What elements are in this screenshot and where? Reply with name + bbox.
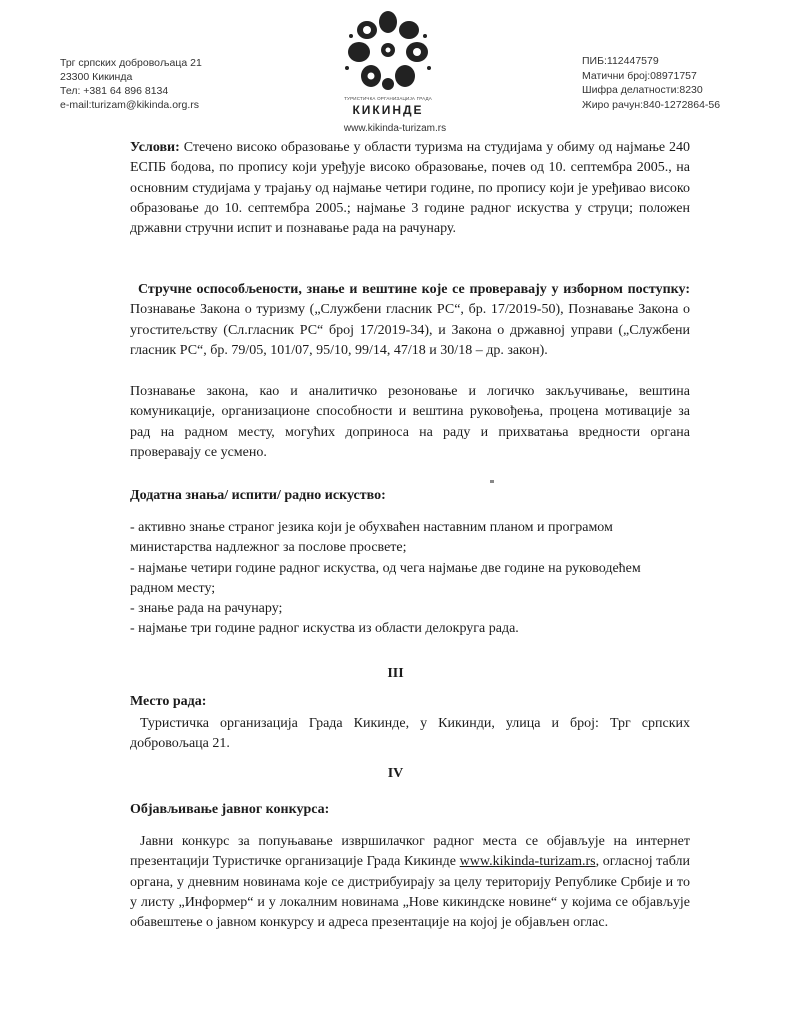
workplace-heading: Место рада: [130, 694, 207, 709]
competencies-label: Стручне оспособљености, знање и вештине које се проверавају у изборном поступку: [138, 282, 690, 297]
address-email: e-mail:turizam@kikinda.org.rs [60, 99, 200, 111]
publication-text-start: Јавни конкурс за попуњавање извршилачког радног места се објављује на интернет презентацији Туристичке организације Града Кикинде [130, 834, 690, 870]
list-item: - најмање три године радног искуства из области делокруга рада. [130, 621, 519, 637]
section-numeral-iv: IV [387, 766, 404, 781]
address-street: Трг српских добровољаца 21 [60, 57, 202, 69]
website-link[interactable]: www.kikinda-turizam.rs [459, 854, 596, 870]
conditions-text: Стечено високо образовање у области туризма на студијама у обиму од најмање 240 ЕСПБ бодова, по пропису који уређује високо образовање, почев од 10. септембра 2005., на основним студијама у трајању од најмање четири године, по пропису који је уређивао високо образовање до 10. септембра 2005.; најмање 3 године радног искуства у струци; положен државни стручни испит и познавање рада на рачунару. [130, 140, 690, 237]
list-item: - активно знање страног језика који је обухваћен наставним планом и програмом [130, 520, 613, 535]
additional-heading: Додатна знања/ испити/ радно искуство: [130, 488, 386, 503]
activity-code: Шифра делатности:8230 [582, 84, 703, 96]
list-item: - најмање четири године радног искуства, од чега најмање две године на руководећем [130, 560, 641, 576]
competencies-text: Познавање Закона о туризму („Службени гласник РС“, бр. 17/2019-50), Познавање Закона о угоститељству (Сл.гласник РС“ број 17/2019-34), и Закона о државној управи („Службени гласник РС“, бр. 79/05, 101/07, 95/10, 99/14, 47/18 и 30/18 – др. закон). [130, 302, 690, 358]
website-url: www.kikinda-turizam.rs [343, 123, 447, 134]
conditions-label: Услови: [130, 140, 180, 155]
workplace-paragraph: Туристичка организација Града Кикинде, у Кикинди, улица и број: Трг српских добровољаца 21. [130, 716, 690, 752]
registration-number: Матични број:08971757 [582, 69, 697, 82]
publication-heading: Објављивање јавног конкурса: [130, 802, 330, 817]
additional-list [130, 518, 700, 640]
organization-address [60, 56, 202, 112]
address-city: 23300 Кикинда [60, 71, 133, 83]
tax-id: ПИБ:112447579 [582, 55, 659, 67]
competencies-paragraph [130, 280, 690, 361]
bank-account: Жиро рачун:840-1272864-56 [582, 98, 721, 111]
logo-city-text: КИКИНДЕ [352, 103, 424, 117]
conditions-paragraph [130, 138, 690, 239]
scan-speck [490, 480, 494, 483]
list-item: радном месту; [130, 580, 216, 596]
logo-org-text: ТУРИСТИЧКА ОРГАНИЗАЦИЈА ГРАДА [344, 96, 432, 101]
list-item: министарства надлежног за послове просвете; [130, 540, 407, 556]
section-numeral-iii: III [387, 666, 404, 681]
list-item: - знање рада на рачунару; [130, 601, 283, 617]
publication-paragraph [130, 832, 690, 933]
organization-ids [582, 54, 720, 112]
knowledge-paragraph: Познавање закона, као и аналитичко резоновање и логичко закључивање, вештина комуникације, организационе способности и вештина руковођења, процена мотивације за рад на радном месту, могућих доприноса на раду и прихватања вредности органа проверавају се усмено. [130, 384, 690, 460]
address-phone: Тел: +381 64 896 8134 [60, 85, 169, 97]
publication-text-end: , огласној табли органа, у дневним новинама које се дистрибуирају за целу територију Републике Србије и то у листу „Информер“ и у локалним новинама „Нове кикиндске новине“ у којима се објављује обавештење о јавном конкурсу и адреса презентације на којој је објављен оглас. [130, 854, 690, 931]
